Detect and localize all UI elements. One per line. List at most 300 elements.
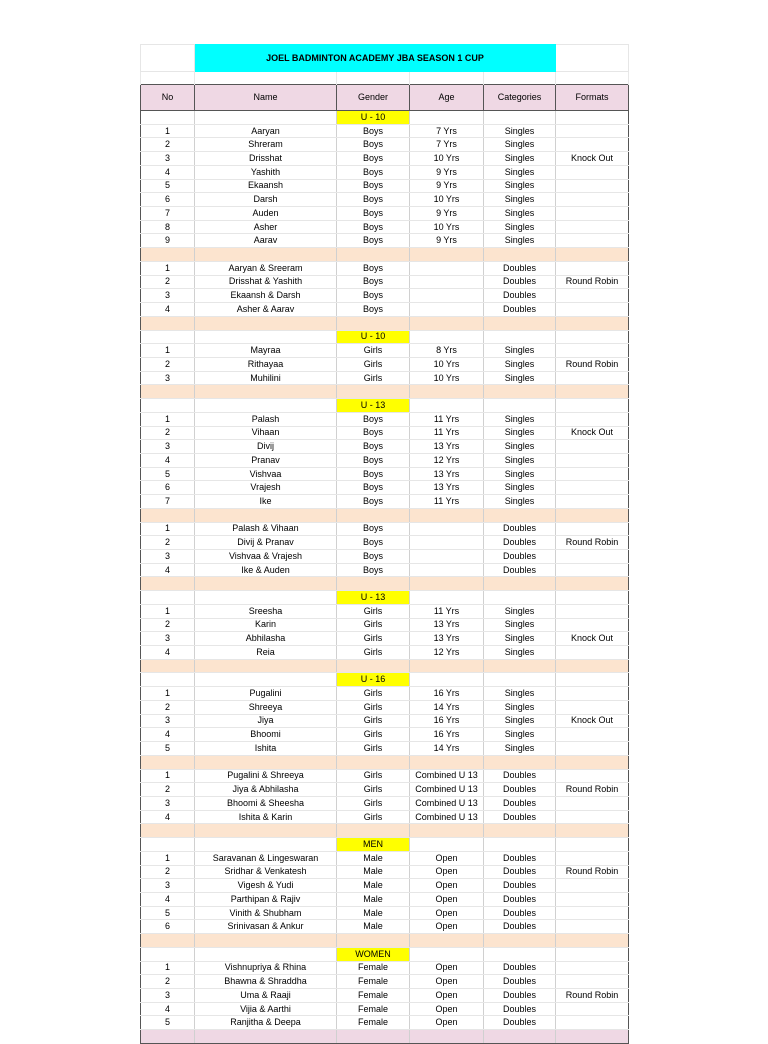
cell-age[interactable]: 16 Yrs: [410, 687, 484, 701]
cell-no[interactable]: 2: [141, 618, 195, 632]
cell-age[interactable]: 7 Yrs: [410, 124, 484, 138]
cell-name[interactable]: Divij & Pranav: [195, 536, 337, 550]
cell-name[interactable]: [195, 591, 337, 605]
cell-name[interactable]: Shreeya: [195, 700, 337, 714]
cell-category[interactable]: Doubles: [484, 275, 556, 289]
cell-age[interactable]: 10 Yrs: [410, 357, 484, 371]
cell-gender[interactable]: Girls: [337, 783, 410, 797]
cell-age[interactable]: 13 Yrs: [410, 440, 484, 454]
cell-name[interactable]: [195, 399, 337, 413]
cell-name[interactable]: Mayraa: [195, 344, 337, 358]
cell-category[interactable]: Singles: [484, 179, 556, 193]
cell-no[interactable]: 1: [141, 769, 195, 783]
cell-name[interactable]: [195, 934, 337, 948]
cell-format[interactable]: [556, 1002, 629, 1016]
header-gender[interactable]: Gender: [337, 85, 410, 111]
header-formats[interactable]: Formats: [556, 85, 629, 111]
cell-category[interactable]: Doubles: [484, 810, 556, 824]
cell-gender[interactable]: [337, 755, 410, 769]
cell-age[interactable]: [410, 838, 484, 852]
cell-format[interactable]: [556, 179, 629, 193]
cell-age[interactable]: [410, 399, 484, 413]
cell-format[interactable]: [556, 261, 629, 275]
cell-name[interactable]: [195, 330, 337, 344]
cell-age[interactable]: [410, 275, 484, 289]
cell-gender[interactable]: Boys: [337, 289, 410, 303]
cell-gender[interactable]: Boys: [337, 303, 410, 317]
cell-category[interactable]: Doubles: [484, 536, 556, 550]
cell-category[interactable]: Singles: [484, 467, 556, 481]
cell-name[interactable]: [195, 508, 337, 522]
cell-category[interactable]: [484, 947, 556, 961]
cell-no[interactable]: [141, 111, 195, 125]
cell-no[interactable]: [141, 838, 195, 852]
cell-name[interactable]: Bhawna & Shraddha: [195, 975, 337, 989]
cell-no[interactable]: [141, 755, 195, 769]
cell-gender[interactable]: [337, 316, 410, 330]
cell-gender[interactable]: Girls: [337, 604, 410, 618]
cell-age[interactable]: Open: [410, 879, 484, 893]
cell-age[interactable]: 9 Yrs: [410, 207, 484, 221]
cell-format[interactable]: [556, 728, 629, 742]
cell-format[interactable]: [556, 344, 629, 358]
cell-format[interactable]: [556, 975, 629, 989]
header-age[interactable]: Age: [410, 85, 484, 111]
cell-name[interactable]: Palash & Vihaan: [195, 522, 337, 536]
cell-no[interactable]: 2: [141, 536, 195, 550]
cell-gender[interactable]: Male: [337, 879, 410, 893]
cell-name[interactable]: Vijia & Aarthi: [195, 1002, 337, 1016]
cell-category[interactable]: Singles: [484, 728, 556, 742]
cell-no[interactable]: 8: [141, 220, 195, 234]
cell-gender[interactable]: Female: [337, 989, 410, 1003]
cell-format[interactable]: [556, 207, 629, 221]
cell-no[interactable]: 3: [141, 796, 195, 810]
cell-gender[interactable]: Male: [337, 906, 410, 920]
cell-gender[interactable]: Boys: [337, 440, 410, 454]
cell-category[interactable]: [484, 385, 556, 399]
cell-gender[interactable]: [337, 248, 410, 262]
cell-no[interactable]: [141, 934, 195, 948]
cell-format[interactable]: [556, 522, 629, 536]
cell-age[interactable]: 13 Yrs: [410, 467, 484, 481]
cell-no[interactable]: 3: [141, 879, 195, 893]
cell-gender[interactable]: Girls: [337, 714, 410, 728]
cell-name[interactable]: Abhilasha: [195, 632, 337, 646]
cell-format[interactable]: [556, 934, 629, 948]
cell-no[interactable]: 3: [141, 440, 195, 454]
cell-format[interactable]: [556, 906, 629, 920]
cell-format[interactable]: [556, 289, 629, 303]
cell-age[interactable]: Open: [410, 906, 484, 920]
cell-no[interactable]: 4: [141, 1002, 195, 1016]
cell-category[interactable]: Doubles: [484, 1016, 556, 1030]
cell-category[interactable]: Doubles: [484, 851, 556, 865]
cell-age[interactable]: 10 Yrs: [410, 371, 484, 385]
cell-category[interactable]: [484, 934, 556, 948]
cell-age[interactable]: [410, 824, 484, 838]
cell-category[interactable]: Singles: [484, 714, 556, 728]
cell-format[interactable]: Knock Out: [556, 632, 629, 646]
cell-category[interactable]: [484, 577, 556, 591]
cell-gender[interactable]: Boys: [337, 550, 410, 564]
cell-name[interactable]: Asher: [195, 220, 337, 234]
cell-name[interactable]: Ranjitha & Deepa: [195, 1016, 337, 1030]
cell-no[interactable]: 1: [141, 961, 195, 975]
cell-no[interactable]: 3: [141, 289, 195, 303]
cell-age[interactable]: [410, 755, 484, 769]
cell[interactable]: [195, 72, 337, 85]
cell-format[interactable]: [556, 920, 629, 934]
cell-no[interactable]: 7: [141, 495, 195, 509]
cell-name[interactable]: Ishita & Karin: [195, 810, 337, 824]
cell-format[interactable]: [556, 124, 629, 138]
cell-name[interactable]: [195, 385, 337, 399]
cell-no[interactable]: 2: [141, 138, 195, 152]
cell-format[interactable]: [556, 1016, 629, 1030]
cell-category[interactable]: Singles: [484, 344, 556, 358]
cell-no[interactable]: 1: [141, 261, 195, 275]
cell-no[interactable]: 2: [141, 865, 195, 879]
cell-no[interactable]: 5: [141, 1016, 195, 1030]
cell-format[interactable]: Round Robin: [556, 783, 629, 797]
cell-age[interactable]: 10 Yrs: [410, 220, 484, 234]
cell-category[interactable]: Singles: [484, 453, 556, 467]
cell-format[interactable]: [556, 604, 629, 618]
cell-category[interactable]: Doubles: [484, 796, 556, 810]
cell-category[interactable]: [484, 1030, 556, 1044]
cell-category[interactable]: Singles: [484, 412, 556, 426]
cell-category[interactable]: Singles: [484, 632, 556, 646]
cell-age[interactable]: 9 Yrs: [410, 179, 484, 193]
header-categories[interactable]: Categories: [484, 85, 556, 111]
cell-no[interactable]: 2: [141, 700, 195, 714]
cell-age[interactable]: 10 Yrs: [410, 152, 484, 166]
cell-category[interactable]: [484, 824, 556, 838]
cell-no[interactable]: [141, 248, 195, 262]
cell-category[interactable]: [484, 316, 556, 330]
cell-name[interactable]: Jiya: [195, 714, 337, 728]
cell-age[interactable]: Open: [410, 865, 484, 879]
cell-name[interactable]: Aaryan & Sreeram: [195, 261, 337, 275]
cell-no[interactable]: 3: [141, 989, 195, 1003]
cell-gender[interactable]: Boys: [337, 481, 410, 495]
cell-name[interactable]: [195, 824, 337, 838]
cell-format[interactable]: [556, 591, 629, 605]
cell-gender[interactable]: Girls: [337, 810, 410, 824]
cell-category[interactable]: Singles: [484, 138, 556, 152]
cell-no[interactable]: 3: [141, 714, 195, 728]
cell-age[interactable]: 13 Yrs: [410, 481, 484, 495]
cell-gender[interactable]: [337, 1030, 410, 1044]
cell-no[interactable]: [141, 399, 195, 413]
cell-category[interactable]: Doubles: [484, 522, 556, 536]
cell-format[interactable]: [556, 810, 629, 824]
cell-age[interactable]: Open: [410, 1002, 484, 1016]
cell-format[interactable]: [556, 481, 629, 495]
cell-no[interactable]: [141, 330, 195, 344]
cell-gender[interactable]: Female: [337, 975, 410, 989]
cell-gender[interactable]: Boys: [337, 536, 410, 550]
cell-name[interactable]: Pranav: [195, 453, 337, 467]
cell[interactable]: [484, 72, 556, 85]
cell-gender[interactable]: Boys: [337, 522, 410, 536]
cell-gender[interactable]: Girls: [337, 344, 410, 358]
cell-name[interactable]: [195, 673, 337, 687]
cell-no[interactable]: 1: [141, 687, 195, 701]
cell-no[interactable]: 1: [141, 124, 195, 138]
cell-category[interactable]: [484, 659, 556, 673]
cell-age[interactable]: 7 Yrs: [410, 138, 484, 152]
cell-name[interactable]: Asher & Aarav: [195, 303, 337, 317]
cell-format[interactable]: Round Robin: [556, 275, 629, 289]
cell-age[interactable]: [410, 289, 484, 303]
cell-gender[interactable]: Boys: [337, 275, 410, 289]
cell-no[interactable]: 1: [141, 522, 195, 536]
cell-age[interactable]: 16 Yrs: [410, 714, 484, 728]
group-label[interactable]: U - 13: [337, 591, 410, 605]
cell-gender[interactable]: Boys: [337, 495, 410, 509]
cell-age[interactable]: [410, 248, 484, 262]
cell-category[interactable]: Doubles: [484, 975, 556, 989]
group-label[interactable]: MEN: [337, 838, 410, 852]
cell-gender[interactable]: Female: [337, 1016, 410, 1030]
cell-gender[interactable]: Girls: [337, 371, 410, 385]
cell-no[interactable]: 4: [141, 165, 195, 179]
cell-category[interactable]: Singles: [484, 357, 556, 371]
cell-gender[interactable]: Boys: [337, 220, 410, 234]
cell-format[interactable]: [556, 769, 629, 783]
cell-age[interactable]: [410, 536, 484, 550]
cell-category[interactable]: Singles: [484, 220, 556, 234]
cell-gender[interactable]: [337, 577, 410, 591]
cell-name[interactable]: Vinith & Shubham: [195, 906, 337, 920]
cell-age[interactable]: 11 Yrs: [410, 426, 484, 440]
cell-no[interactable]: [141, 824, 195, 838]
cell-format[interactable]: [556, 316, 629, 330]
cell-no[interactable]: 3: [141, 152, 195, 166]
cell-category[interactable]: [484, 399, 556, 413]
cell-gender[interactable]: Girls: [337, 769, 410, 783]
cell-name[interactable]: [195, 838, 337, 852]
cell-age[interactable]: [410, 659, 484, 673]
cell[interactable]: [141, 45, 195, 72]
cell-no[interactable]: [141, 673, 195, 687]
cell-name[interactable]: Bhoomi: [195, 728, 337, 742]
cell-no[interactable]: 6: [141, 193, 195, 207]
cell-no[interactable]: [141, 591, 195, 605]
cell-no[interactable]: 1: [141, 851, 195, 865]
cell-name[interactable]: [195, 111, 337, 125]
cell-no[interactable]: 2: [141, 975, 195, 989]
cell-gender[interactable]: Female: [337, 1002, 410, 1016]
group-label[interactable]: U - 10: [337, 330, 410, 344]
cell-gender[interactable]: Boys: [337, 124, 410, 138]
cell-name[interactable]: Yashith: [195, 165, 337, 179]
cell-category[interactable]: Singles: [484, 426, 556, 440]
cell-no[interactable]: 6: [141, 481, 195, 495]
cell-age[interactable]: [410, 261, 484, 275]
cell-age[interactable]: 14 Yrs: [410, 742, 484, 756]
cell-age[interactable]: 8 Yrs: [410, 344, 484, 358]
cell[interactable]: [337, 72, 410, 85]
cell-category[interactable]: [484, 111, 556, 125]
cell-age[interactable]: [410, 591, 484, 605]
cell-name[interactable]: Rithayaa: [195, 357, 337, 371]
cell-category[interactable]: Doubles: [484, 892, 556, 906]
cell-age[interactable]: Open: [410, 920, 484, 934]
cell-format[interactable]: [556, 453, 629, 467]
cell-no[interactable]: 5: [141, 179, 195, 193]
cell-age[interactable]: [410, 316, 484, 330]
cell-name[interactable]: Auden: [195, 207, 337, 221]
cell-category[interactable]: Singles: [484, 495, 556, 509]
cell-name[interactable]: Ekaansh & Darsh: [195, 289, 337, 303]
cell[interactable]: [556, 72, 629, 85]
cell-format[interactable]: [556, 495, 629, 509]
cell-format[interactable]: Round Robin: [556, 357, 629, 371]
cell-name[interactable]: Uma & Raaji: [195, 989, 337, 1003]
cell-age[interactable]: 10 Yrs: [410, 193, 484, 207]
cell-age[interactable]: [410, 385, 484, 399]
cell-gender[interactable]: [337, 824, 410, 838]
cell-no[interactable]: 3: [141, 371, 195, 385]
cell-name[interactable]: Pugalini: [195, 687, 337, 701]
cell-name[interactable]: Muhilini: [195, 371, 337, 385]
cell-category[interactable]: Singles: [484, 481, 556, 495]
cell-name[interactable]: Sridhar & Venkatesh: [195, 865, 337, 879]
cell-age[interactable]: Open: [410, 1016, 484, 1030]
cell-age[interactable]: [410, 563, 484, 577]
cell-no[interactable]: 5: [141, 467, 195, 481]
cell-age[interactable]: [410, 550, 484, 564]
cell-no[interactable]: 3: [141, 632, 195, 646]
cell-name[interactable]: Palash: [195, 412, 337, 426]
cell-format[interactable]: [556, 646, 629, 660]
cell-category[interactable]: Singles: [484, 165, 556, 179]
cell-age[interactable]: [410, 303, 484, 317]
cell-gender[interactable]: Girls: [337, 700, 410, 714]
cell-no[interactable]: [141, 947, 195, 961]
cell-format[interactable]: [556, 796, 629, 810]
cell-gender[interactable]: [337, 934, 410, 948]
cell-format[interactable]: [556, 385, 629, 399]
cell-format[interactable]: [556, 371, 629, 385]
cell-age[interactable]: 12 Yrs: [410, 453, 484, 467]
cell-age[interactable]: [410, 577, 484, 591]
cell-name[interactable]: Vihaan: [195, 426, 337, 440]
cell-gender[interactable]: Girls: [337, 728, 410, 742]
cell-no[interactable]: 9: [141, 234, 195, 248]
cell-no[interactable]: 1: [141, 412, 195, 426]
group-label[interactable]: WOMEN: [337, 947, 410, 961]
cell-gender[interactable]: Boys: [337, 234, 410, 248]
cell-age[interactable]: Combined U 13: [410, 769, 484, 783]
cell-format[interactable]: [556, 687, 629, 701]
cell-format[interactable]: [556, 577, 629, 591]
cell-name[interactable]: Ishita: [195, 742, 337, 756]
cell-gender[interactable]: Girls: [337, 646, 410, 660]
cell-age[interactable]: 9 Yrs: [410, 234, 484, 248]
cell-no[interactable]: 4: [141, 563, 195, 577]
cell-name[interactable]: Vishvaa & Vrajesh: [195, 550, 337, 564]
cell-age[interactable]: [410, 111, 484, 125]
cell-gender[interactable]: Male: [337, 892, 410, 906]
cell-gender[interactable]: Boys: [337, 412, 410, 426]
group-label[interactable]: U - 10: [337, 111, 410, 125]
cell-no[interactable]: 5: [141, 742, 195, 756]
cell-name[interactable]: [195, 248, 337, 262]
cell-gender[interactable]: Boys: [337, 152, 410, 166]
cell-no[interactable]: 1: [141, 604, 195, 618]
cell-gender[interactable]: Male: [337, 920, 410, 934]
cell-name[interactable]: Vishvaa: [195, 467, 337, 481]
cell-gender[interactable]: Girls: [337, 742, 410, 756]
cell-format[interactable]: [556, 550, 629, 564]
cell-name[interactable]: Shreram: [195, 138, 337, 152]
sheet-title[interactable]: JOEL BADMINTON ACADEMY JBA SEASON 1 CUP: [195, 45, 556, 72]
cell-category[interactable]: Doubles: [484, 1002, 556, 1016]
cell-no[interactable]: 2: [141, 426, 195, 440]
cell-no[interactable]: 4: [141, 810, 195, 824]
cell-age[interactable]: [410, 934, 484, 948]
cell-format[interactable]: [556, 248, 629, 262]
cell-name[interactable]: [195, 1030, 337, 1044]
cell-no[interactable]: [141, 659, 195, 673]
cell-no[interactable]: 2: [141, 275, 195, 289]
cell-age[interactable]: Open: [410, 961, 484, 975]
cell-name[interactable]: Reia: [195, 646, 337, 660]
cell-category[interactable]: [484, 330, 556, 344]
cell-category[interactable]: Singles: [484, 152, 556, 166]
cell-no[interactable]: 3: [141, 550, 195, 564]
cell-no[interactable]: 4: [141, 453, 195, 467]
cell-gender[interactable]: Girls: [337, 357, 410, 371]
cell-gender[interactable]: Female: [337, 961, 410, 975]
cell-format[interactable]: Knock Out: [556, 714, 629, 728]
cell-format[interactable]: [556, 1030, 629, 1044]
cell-format[interactable]: [556, 838, 629, 852]
cell-category[interactable]: Singles: [484, 234, 556, 248]
cell-format[interactable]: [556, 892, 629, 906]
cell-format[interactable]: [556, 700, 629, 714]
cell-gender[interactable]: Girls: [337, 796, 410, 810]
cell-category[interactable]: Doubles: [484, 920, 556, 934]
cell-category[interactable]: Singles: [484, 604, 556, 618]
cell-category[interactable]: [484, 508, 556, 522]
cell-format[interactable]: [556, 508, 629, 522]
cell-category[interactable]: Doubles: [484, 550, 556, 564]
header-no[interactable]: No: [141, 85, 195, 111]
cell-age[interactable]: 11 Yrs: [410, 495, 484, 509]
cell-name[interactable]: Aaryan: [195, 124, 337, 138]
cell[interactable]: [410, 72, 484, 85]
cell-gender[interactable]: Girls: [337, 687, 410, 701]
cell-category[interactable]: [484, 591, 556, 605]
cell-name[interactable]: Pugalini & Shreeya: [195, 769, 337, 783]
cell-format[interactable]: Round Robin: [556, 989, 629, 1003]
cell-age[interactable]: Open: [410, 989, 484, 1003]
cell-category[interactable]: Singles: [484, 124, 556, 138]
cell-gender[interactable]: Boys: [337, 563, 410, 577]
cell-age[interactable]: 14 Yrs: [410, 700, 484, 714]
cell-gender[interactable]: Boys: [337, 207, 410, 221]
cell-format[interactable]: Round Robin: [556, 865, 629, 879]
cell-format[interactable]: [556, 412, 629, 426]
cell-category[interactable]: Singles: [484, 618, 556, 632]
cell-name[interactable]: Srinivasan & Ankur: [195, 920, 337, 934]
cell-gender[interactable]: Girls: [337, 632, 410, 646]
